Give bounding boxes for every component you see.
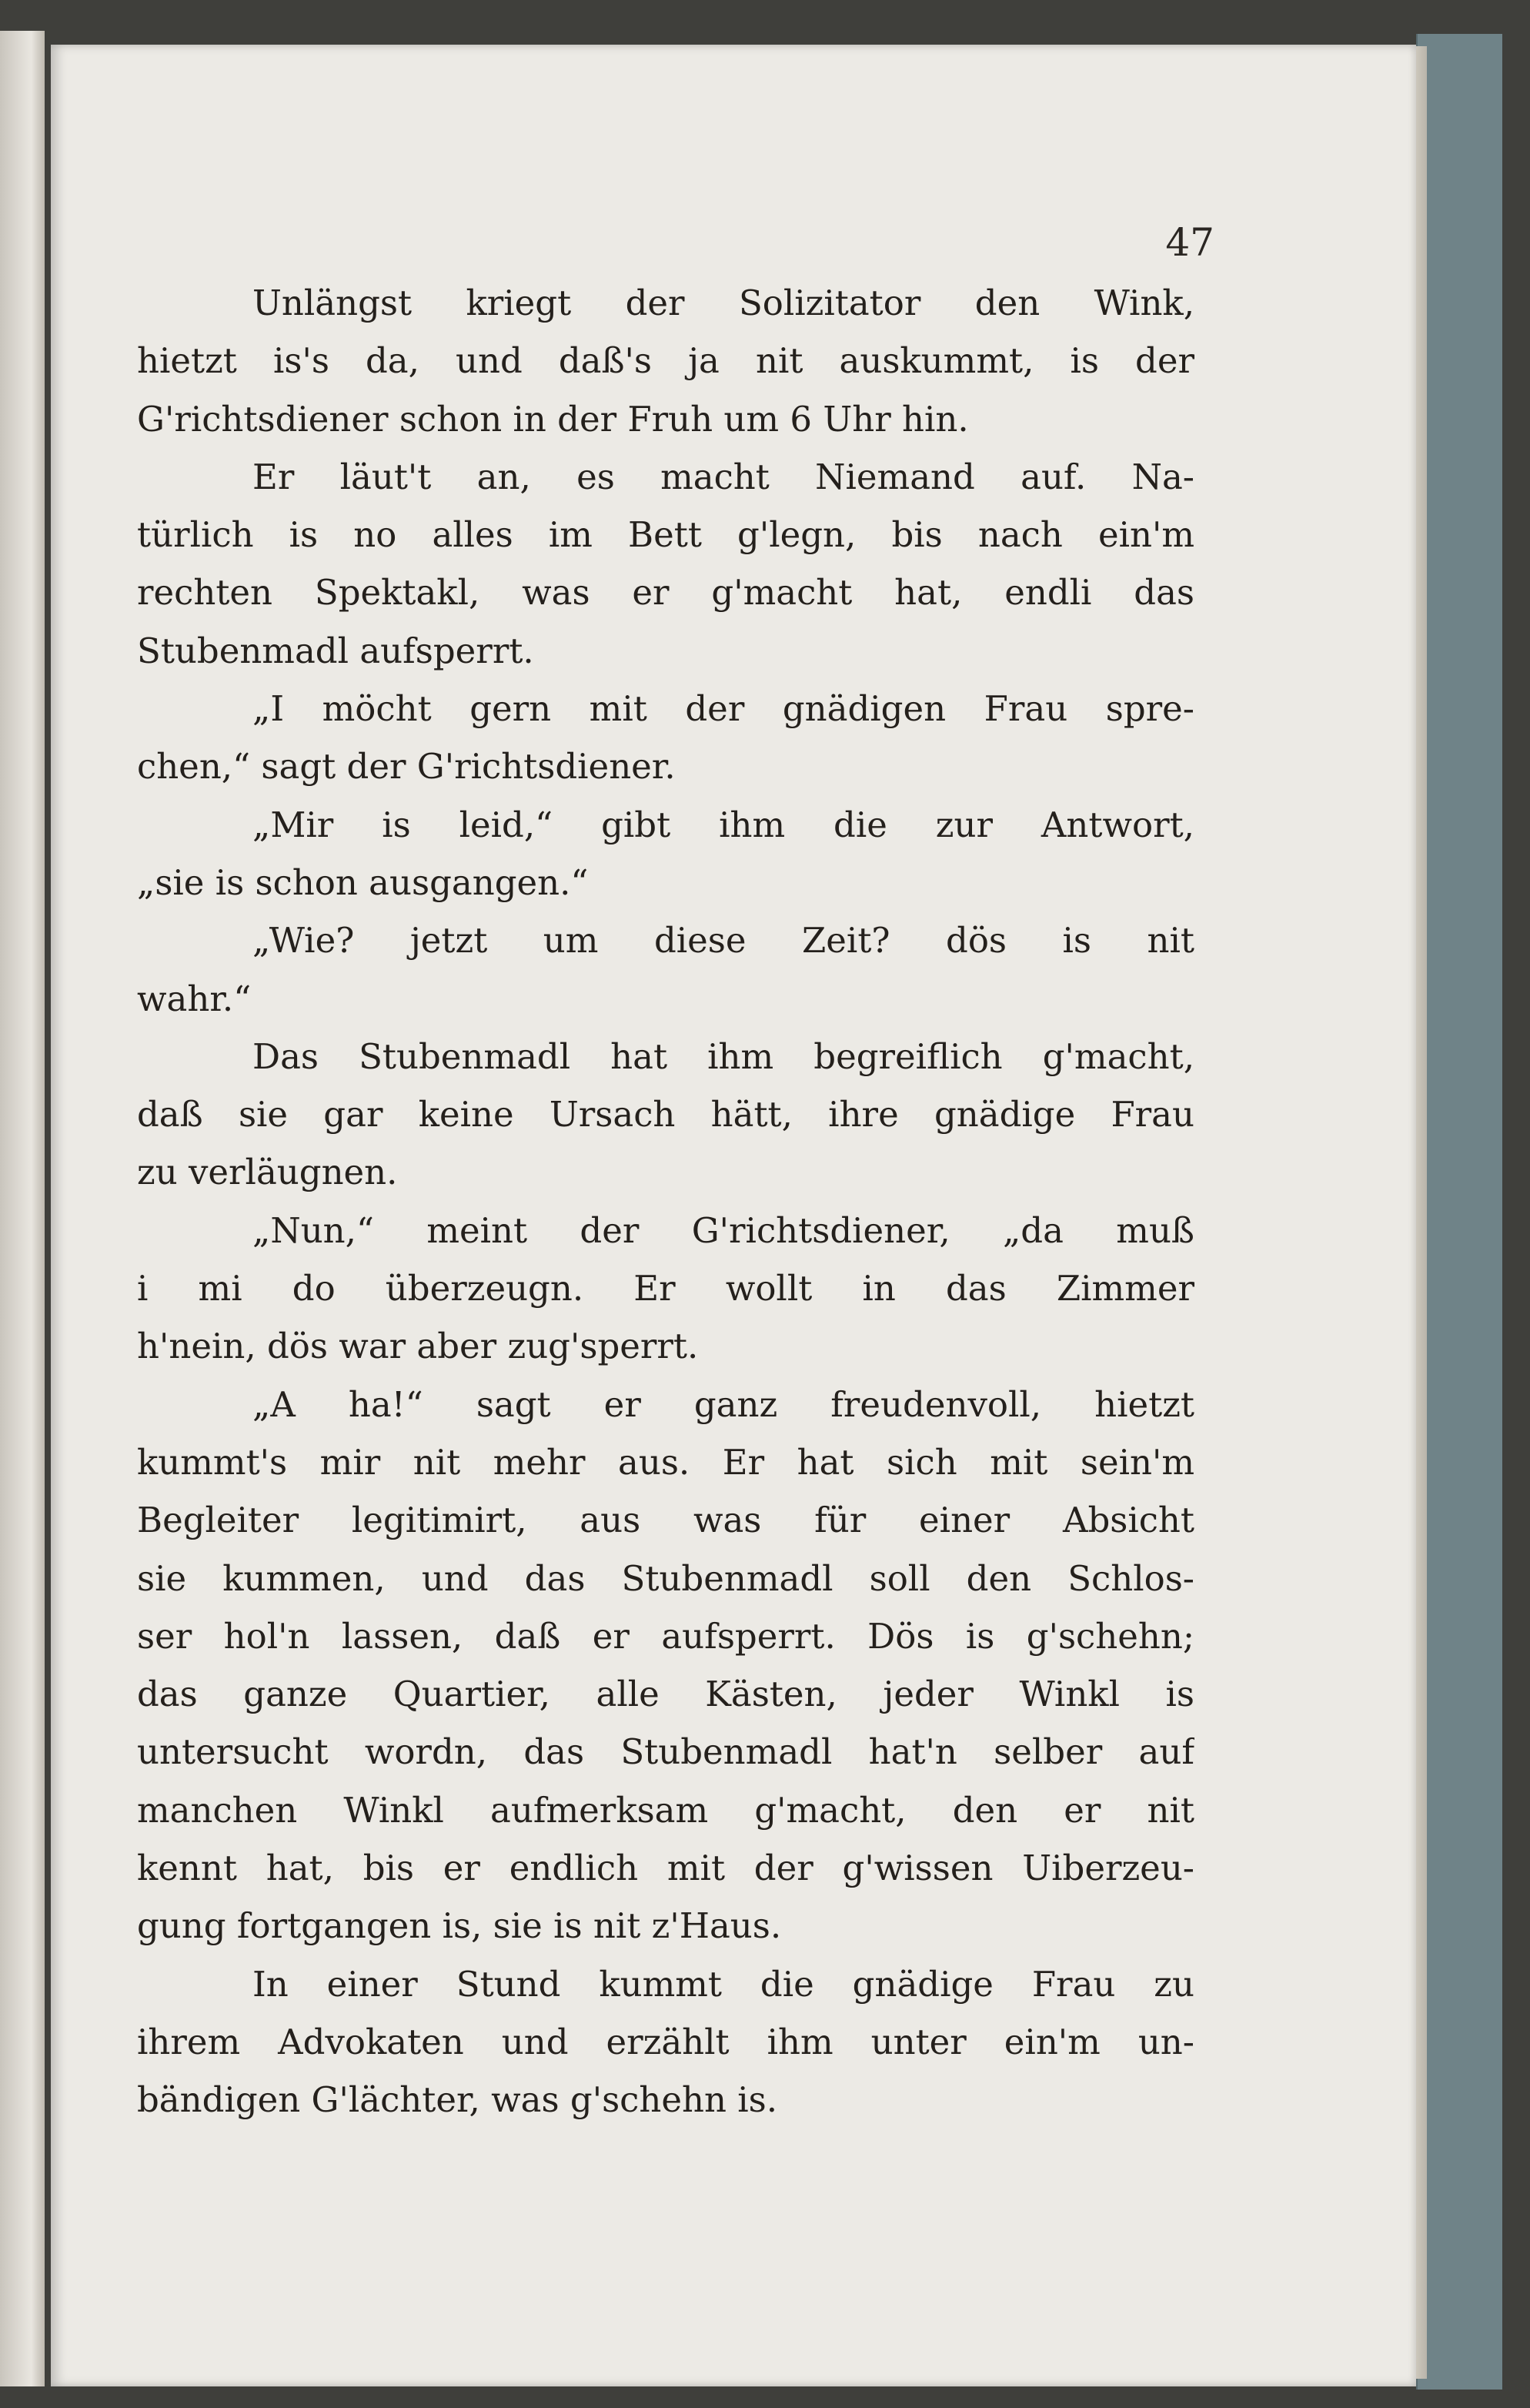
text-line: kennt hat, bis er endlich mit der g'wissen Uiberzeu- bbox=[137, 1848, 1194, 1889]
text-line: Er läut't an, es macht Niemand auf. Na- bbox=[252, 456, 1194, 497]
text-line: „A ha!“ sagt er ganz freudenvoll, hietzt bbox=[252, 1383, 1194, 1425]
text-line: „Wie? jetzt um diese Zeit? dös is nit bbox=[252, 920, 1194, 962]
page-number: 47 bbox=[1165, 220, 1214, 265]
page-text bbox=[137, 274, 1194, 2129]
text-line: „I möcht gern mit der gnädigen Frau spre- bbox=[252, 688, 1194, 730]
book-cover-edge bbox=[1416, 34, 1502, 2390]
text-line: Stubenmadl aufsperrt. bbox=[137, 630, 534, 671]
text-line: Begleiter legitimirt, aus was für einer Absicht bbox=[137, 1500, 1194, 1541]
text-line: wahr.“ bbox=[137, 978, 252, 1019]
text-line: In einer Stund kummt die gnädige Frau zu bbox=[252, 1963, 1194, 2005]
text-line: bändigen G'lächter, was g'schehn is. bbox=[137, 2079, 778, 2121]
text-line: untersucht wordn, das Stubenmadl hat'n selber auf bbox=[137, 1731, 1194, 1773]
text-line: h'nein, dös war aber zug'sperrt. bbox=[137, 1326, 699, 1367]
text-line: i mi do überzeugn. Er wollt in das Zimmer bbox=[137, 1268, 1194, 1309]
text-line: das ganze Quartier, alle Kästen, jeder Winkl is bbox=[137, 1674, 1194, 1715]
text-line: manchen Winkl aufmerksam g'macht, den er nit bbox=[137, 1789, 1194, 1831]
text-line: Unlängst kriegt der Solizitator den Wink, bbox=[252, 283, 1194, 323]
text-line: zu verläugnen. bbox=[137, 1152, 398, 1193]
text-line: ihrem Advokaten und erzählt ihm unter ein'm un- bbox=[137, 2021, 1194, 2062]
text-line: gung fortgangen is, sie is nit z'Haus. bbox=[137, 1905, 782, 1947]
text-line: „Nun,“ meint der G'richtsdiener, „da muß bbox=[252, 1209, 1194, 1251]
text-line: türlich is no alles im Bett g'legn, bis nach ein'm bbox=[137, 514, 1194, 556]
text-line: hietzt is's da, und daß's ja nit auskummt, is der bbox=[137, 340, 1194, 382]
text-line: ser hol'n lassen, daß er aufsperrt. Dös is g'schehn; bbox=[137, 1615, 1194, 1657]
book-page bbox=[51, 45, 1416, 2386]
previous-page-edge bbox=[0, 31, 45, 2386]
text-line: „sie is schon ausgangen.“ bbox=[137, 861, 589, 903]
text-line: sie kummen, und das Stubenmadl soll den Schlos- bbox=[137, 1557, 1194, 1599]
text-line: kummt's mir nit mehr aus. Er hat sich mit sein'm bbox=[137, 1441, 1194, 1483]
text-line: chen,“ sagt der G'richtsdiener. bbox=[137, 746, 676, 788]
text-line: rechten Spektakl, was er g'macht hat, endli das bbox=[137, 572, 1194, 614]
text-line: daß sie gar keine Ursach hätt, ihre gnädige Frau bbox=[137, 1094, 1194, 1135]
text-line: Das Stubenmadl hat ihm begreiflich g'macht, bbox=[252, 1035, 1194, 1077]
text-line: „Mir is leid,“ gibt ihm die zur Antwort, bbox=[252, 804, 1194, 845]
text-line: G'richtsdiener schon in der Fruh um 6 Uhr hin. bbox=[137, 398, 969, 440]
